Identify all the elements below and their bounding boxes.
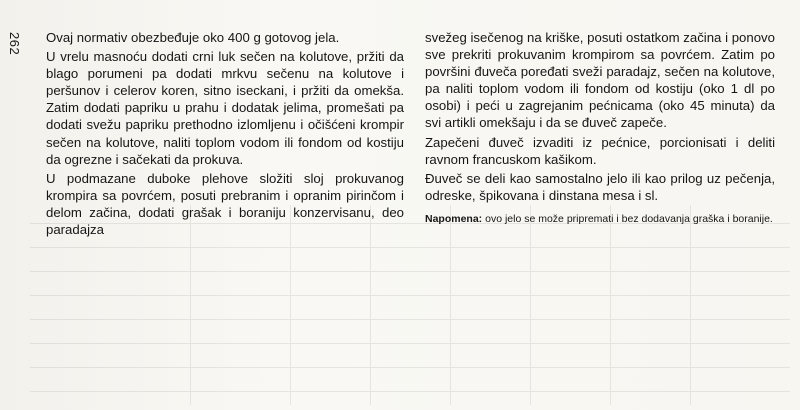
paragraph-layering: U podmazane duboke plehove složiti sloj prokuvanog krompira sa povrćem, posuti prebranim i opranim pirinčom i delom začina, dodati grašak i boraniju konzervisanu, deo paradajza [46,170,404,238]
paragraph-use: Đuveč se deli kao samostalno jelo ili kao prilog uz pečenja, odreske, špikovana i dinstana mesa i sl. [425,170,775,203]
paragraph-serving: Zapečeni đuveč izvaditi iz pećnice, porcionisati i deliti ravnom francuskom kašikom. [425,134,775,167]
paragraph-yield: Ovaj normativ obezbeđuje oko 400 g gotovog jela. [46,30,340,45]
note-text: ovo jelo se može pripremati i bez dodavanja graška i boranije. [482,212,773,225]
note [425,212,775,226]
paragraph-frying: U vrelu masnoću dodati crni luk sečen na kolutove, pržiti da blago porumeni pa dodati mrkvu sečenu na kolutove i peršunov i celerov koren, sitno iseckani, i pržiti da omekša. Zatim dodati papriku u prahu i dodatak jelima, promešati pa dodati svežu papriku prethodno izlomljenu i očišćeni krompir sečen na kolutove, naliti toplom vodom ili fondom od kostiju da ogrezne i sačekati da prokuva. [46,49,404,167]
left-column [46,29,404,238]
paragraph-baking: svežeg isečenog na kriške, posuti ostatkom začina i ponovo sve prekriti prokuvanim krompirom sa povrćem. Zatim po površini đuveča poređati sveži paradajz, sečen na kolutove, pa naliti toplom vodom ili fondom od kostiju (oko 1 dl po osobi) i peći u zagrejanim pećnicama (oko 45 minuta) da svi artikli omekšaju i da se đuveč zapeče. [425,30,775,131]
note-label: Napomena: [425,212,483,225]
page-number: 262 [7,32,22,56]
right-column [425,29,775,226]
